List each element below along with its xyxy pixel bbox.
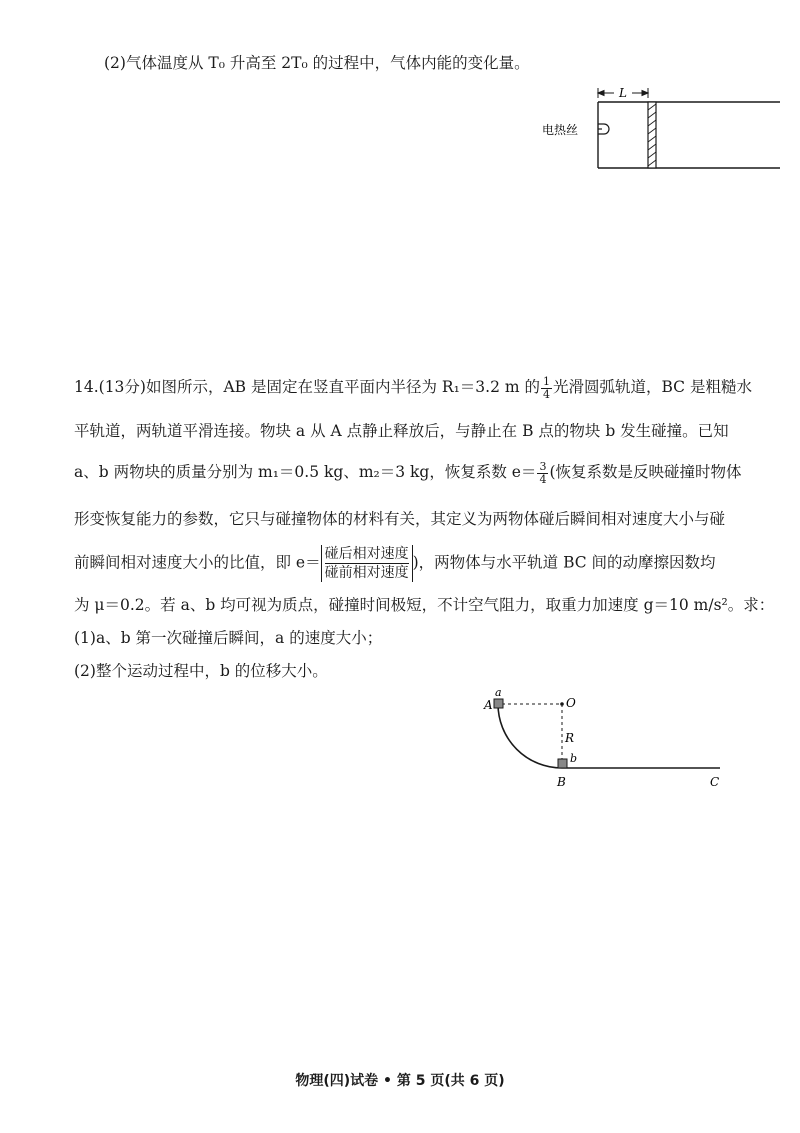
arc-track	[498, 704, 562, 768]
center-point	[560, 702, 564, 706]
label-B: B	[557, 775, 566, 789]
fraction-quarter	[541, 376, 552, 401]
fraction-definition	[321, 545, 413, 582]
label-C: C	[710, 775, 720, 789]
frac1-den: 4	[543, 387, 550, 401]
q14-line3-b: (恢复系数是反映碰撞时物体	[549, 463, 742, 481]
q14-line-1	[74, 375, 752, 401]
label-R: R	[565, 731, 575, 745]
q13-figure	[540, 80, 780, 175]
piston	[648, 102, 656, 168]
label-b: b	[570, 752, 578, 765]
q14-line-6: 为 μ＝0.2。若 a、b 均可视为质点，碰撞时间极短，不计空气阻力，取重力加速度 g＝10 m/s²。求：	[74, 596, 775, 614]
q14-line5-b: )，两物体与水平轨道 BC 间的动摩擦因数均	[412, 553, 716, 572]
frac2-num: 3	[539, 459, 547, 473]
q14-line-4: 形变恢复能力的参数，它只与碰撞物体的材料有关，其定义为两物体碰后瞬间相对速度大小与碰	[74, 510, 726, 528]
page-footer: 物理(四)试卷 • 第 5 页(共 6 页)	[295, 1073, 505, 1089]
q14-line1-b: 光滑圆弧轨道，BC 是粗糙水	[553, 378, 752, 396]
label-heater: 电热丝	[542, 123, 579, 137]
q13-part2: (2)气体温度从 T₀ 升高至 2T₀ 的过程中，气体内能的变化量。	[104, 54, 530, 72]
heater-coil	[598, 124, 609, 134]
q14-line3-a: a、b 两物块的质量分别为 m₁＝0.5 kg、m₂＝3 kg，恢复系数 e＝	[74, 463, 537, 481]
label-L: L	[619, 86, 627, 100]
frac2-den: 4	[539, 472, 547, 486]
block-a	[494, 699, 503, 708]
q14-part2: (2)整个运动过程中，b 的位移大小。	[74, 662, 328, 680]
q14-line5-a: 前瞬间相对速度大小的比值，即 e＝	[74, 553, 321, 572]
frac3-den: 碰前相对速度	[324, 565, 409, 581]
label-a: a	[495, 690, 502, 699]
label-A: A	[484, 698, 493, 712]
fraction-restitution	[537, 461, 548, 486]
q14-line-2: 平轨道，两轨道平滑连接。物块 a 从 A 点静止释放后，与静止在 B 点的物块 b 发生碰撞。已知	[74, 422, 729, 440]
cylinder	[598, 102, 780, 168]
q14-line1-a: 14.(13分)如图所示，AB 是固定在竖直平面内半径为 R₁＝3.2 m 的	[74, 378, 540, 396]
q14-line-5	[74, 545, 716, 582]
label-O: O	[566, 696, 576, 710]
frac3-num: 碰后相对速度	[324, 546, 409, 562]
q14-line-3	[74, 460, 742, 486]
frac1-num: 1	[543, 374, 550, 388]
block-b	[558, 759, 567, 768]
q14-figure	[480, 690, 730, 800]
q14-part1: (1)a、b 第一次碰撞后瞬间，a 的速度大小；	[74, 629, 383, 647]
